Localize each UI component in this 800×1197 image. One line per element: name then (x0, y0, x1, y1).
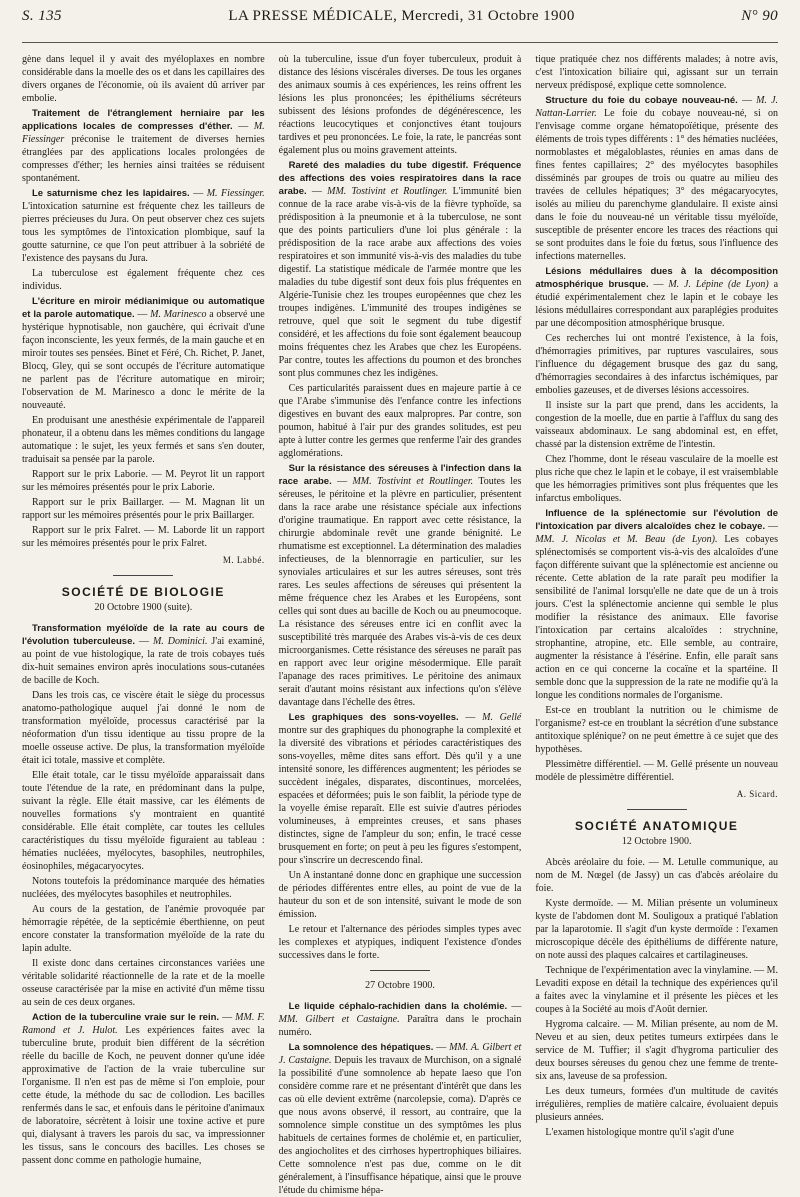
article-title: Le liquide céphalo-rachidien dans la cholémie. (288, 1001, 508, 1012)
article-body: Paraîtra dans le prochain numéro. (278, 1014, 522, 1038)
article-author: MM. J. Nicolas et M. Beau (de Lyon). (535, 534, 718, 545)
page-header (22, 0, 778, 43)
article-body: Les cobayes splénectomisés se comportent vis-à-vis des alcaloïdes d'une façon différente suivant que la splénectomie est ancienne ou récente. Cette ablation de la rate paraît peu modifier la sensibilité de l'animal lorsqu'elle ne date que de un à trois jours. C'est la splénectomie ancienne qui semble le plus modifier la résistance des animaux. Elle favorise l'intoxication par certains alcaloïdes : strychnine, strophantine, atropine, etc. Elle semble, au contraire, augmenter la résistance à l'ésérine. Enfin, elle paraît sans action en ce qui concerne la cocaïne et la spartéine. Il semble donc que la suppression de la rate ne modifie qu'à la longue les conditions normales de l'organisme. (535, 534, 779, 701)
article-author: MM. Gilbert et Castaigne. (278, 1014, 400, 1025)
paragraph: Dans les trois cas, ce viscère était le siège du processus anatomo-pathologique auquel j'ai donné le nom de transformation myéloïde, processus caractérisé par la néoformation d'un tissu identique au tissu propre de la moelle osseuse active. De plus, la transformation myéloïde était ici totale, massive et complète. (22, 690, 265, 766)
article-author: M. Fiessinger (22, 121, 265, 145)
article-author: M. Marinesco (150, 309, 207, 320)
report: Rapport sur le prix Laborie. — M. Peyrot lit un rapport sur les mémoires présentés pour le prix Laborie. (22, 469, 265, 493)
paragraph: Il existe donc dans certaines circonstances variées une véritable solidarité réactionnelle de la rate et de la moelle osseuse caractérisée par la mise en activité d'un même tissu au sein de ces deux organes. (22, 958, 265, 1008)
paragraph: Est-ce en troublant la nutrition ou le chimisme de l'organisme? est-ce en troublant la sécrétion d'une substance antitoxique splénique? on ne peut émettre à ce sujet que des hypothèses. (535, 705, 779, 755)
article-author: M. J. Lépine (de Lyon) (668, 279, 769, 290)
article: Les graphiques des sons-voyelles. — M. Gellé montre sur des graphiques du phonographe la complexité et la diversité des vibrations et périodes caractéristiques des sons-voyelles, même dites sans effort. Dès qu'il y a une intensité sonore, les différences augmentent; les périodes se succèdent inégales, disparates, discontinues, morcelées, espacées et déformées; puis le son faiblit, la période type de la voyelle émise reparaît. Elle est suivie d'autres périodes volumineuses, à empreintes creuses, et sans phases distinctes, signe de l'ampleur du son; enfin, le tracé cesse brusquement en forte; on peut à peu les figures s'estompent, pour s'inscrire un decrescendo final. (278, 712, 522, 866)
report: Technique de l'expérimentation avec la vinylamine. — M. Levaditi expose en détail la technique des expériences qu'il a faites avec la vinylamine et il présente les pièces et les coupes à la Société au mois d'Août dernier. (535, 965, 779, 1015)
paragraph: Au cours de la gestation, de l'anémie provoquée par hémorragie répétée, de la septicémie éberthienne, on peut encore constater la transformation myéloïde de la rate du lapin adulte. (22, 904, 265, 954)
article-author: M. Gellé (482, 712, 522, 723)
column-1 (22, 53, 265, 1166)
article-title: Action de la tuberculine vraie sur le rein. (32, 1012, 220, 1023)
article-author: MM. Tostivint et Routlinger. (352, 476, 474, 487)
article: Lésions médullaires dues à la décomposition atmosphérique brusque. — M. J. Lépine (de Lyon) a étudié expérimentalement chez le lapin et le cobaye les lésions médullaires correspondant aux paraplégies produites par une décomposition atmosphérique brusque. (535, 266, 779, 329)
section-date: 27 Octobre 1900. (365, 980, 435, 991)
divider (370, 970, 430, 971)
article-body: L'immunité bien connue de la race arabe vis-à-vis de la fièvre typhoïde, sa prédisposition à la pneumonie et à la tuberculose, ne sont que des points particuliers d'une loi plus générale : la prédisposition de la race arabe aux affections des voies respiratoires et son immunité vis-à-vis des maladies du tube digestif. La statistique médicale de l'armée montre que les maladies du tube digestif sont deux fois plus fréquentes en Algérie-Tunisie chez les troupes européennes que chez les troupes indigènes. L'immunité des troupes indigènes se retrouve, quel que soit le segment du tube digestif considéré, et les affections du foie sont également beaucoup moins fréquentes chez les Arabes que chez les Européens. Par contre, toutes les affections du poumon et des bronches sont plus communes chez les indigènes. (278, 186, 522, 379)
article-body: J'ai examiné, au point de vue histologique, la rate de trois cobayes tués dix-huit semaines environ après inoculations sous-cutanées de bacille de Koch. (22, 636, 265, 686)
paragraph: Ces particularités paraissent dues en majeure partie à ce que l'Arabe s'immunise dès l'enfance contre les infections digestives en buvant des eaux malpropres. Par contre, son poumon, habitué à l'air pur des grandes solitudes, est peu apte à lutter contre les germes que renferme l'air des grandes agglomérations. (278, 383, 522, 459)
article-title: Influence de la splénectomie sur l'évolution de l'intoxication par divers alcaloïdes chez le cobaye. (535, 508, 779, 532)
journal-title: LA PRESSE MÉDICALE, Mercredi, 31 Octobre 1900 (228, 8, 575, 24)
article: Le liquide céphalo-rachidien dans la cholémie. — MM. Gilbert et Castaigne. Paraîtra dans le prochain numéro. (278, 1001, 522, 1038)
paragraph: Les deux tumeurs, formées d'un multitude de cavités irrégulières, remplies de matière calcaire, évoluaient depuis plusieurs années. (535, 1086, 779, 1123)
article: Action de la tuberculine vraie sur le rein. — MM. F. Ramond et J. Hulot. Les expériences faites avec la tuberculine brute, produit bien différent de la sécrétion réelle du bacille de Koch, ne peuvent donner qu'une idée approximative de l'action de la vraie tuberculine sur l'organisme. Il n'en est pas de même si l'on emploie, pour cette étude, la méthode du sac de collodion. Les bacilles renfermés dans le sac, et enfouis dans le péritoine d'animaux de laboratoire, sécrètent à loisir une toxine active et pure qui, dialysant à travers les parois du sac, va impressionner les tissus, sans le concours des bacilles. Les choses se passent donc comme en pathologie humaine, (22, 1012, 265, 1166)
paragraph: L'examen histologique montre qu'il s'agit d'une (545, 1127, 734, 1138)
article-title: Le saturnisme chez les lapidaires. (32, 188, 190, 199)
report: Hygroma calcaire. — M. Milian présente, au nom de M. Neveu et au sien, deux petites tumeurs extirpées dans le service de M. Tuffier; il s'agit d'hygroma particulier des deux bourses séreuses du genou chez une femme de trente-six ans, laveuse de sa profession. (535, 1019, 779, 1082)
article: Le saturnisme chez les lapidaires. — M. Fiessinger. L'intoxication saturnine est fréquente chez les tailleurs de pierres précieuses du Jura. On peut observer chez ces sujets tous les symptômes de l'intoxication plombique, sauf la goutte saturnine, ce que l'on peut attribuer à la sobriété de l'existence des paysans du Jura. (22, 188, 265, 264)
article-body: préconise le traitement de diverses hernies étranglées par des applications locales prolongées de compresses d'éther; les hernies ainsi traitées se réduisent spontanément. (22, 134, 265, 184)
article-body: a étudié expérimentalement chez le lapin et le cobaye les lésions médullaires correspondant aux paraplégies produites par une décomposition atmosphérique brusque. (535, 279, 779, 329)
column-3 (535, 53, 778, 1141)
article-title: Les graphiques des sons-voyelles. (288, 712, 459, 723)
report: Rapport sur le prix Baillarger. — M. Magnan lit un rapport sur les mémoires présentés pour le prix Baillarger. (22, 497, 265, 521)
article-author: MM. Tostivint et Routlinger. (327, 186, 448, 197)
article-title: Transformation myéloïde de la rate au cours de l'évolution tuberculeuse. (22, 623, 265, 647)
report: Rapport sur le prix Falret. — M. Laborde lit un rapport sur les mémoires présentés pour le prix Falret. (22, 525, 265, 549)
signature: M. Labbé. (222, 555, 265, 565)
article-title: Sur la résistance des séreuses à l'infection dans la race arabe. (278, 463, 522, 487)
article-title: Structure du foie du cobaye nouveau-né. (545, 95, 738, 106)
column-2 (278, 53, 522, 1196)
divider (627, 809, 687, 810)
article-title: Traitement de l'étranglement herniaire par les applications locales de compresses d'éther. (22, 108, 265, 132)
section-title: SOCIÉTÉ DE BIOLOGIE (61, 585, 225, 599)
paragraph: tique pratiquée chez nos différents malades; à notre avis, c'est l'intoxication biliaire qui, agissant sur un terrain nerveux prédisposé, explique cette somnolence. (535, 54, 779, 91)
paragraph: Un A instantané donne donc en graphique une succession de périodes différentes entre elles, au point de vue de la hauteur du son et de son intensité, suivant le mode de son émission. (278, 870, 522, 920)
article: Structure du foie du cobaye nouveau-né. — M. J. Nattan-Larrier. Le foie du cobaye nouveau-né, si on l'envisage comme organe hématopoïétique, présente des éléments de trois types différents : 1° des hématies nucléées, normoblastes et mégaloblastes, réunies en amas dans de fines fentes capillaires; 2° des myélocytes basophiles disséminés par groupes de trois ou quatre au milieu des travées de cellules hépatiques; 3° des mégacaryocytes, isolés au milieu du parenchyme glandulaire. Il existe ainsi dans le foie du nouveau-né un véritable tissu myéloïde, susceptible de présenter encore les traces des réactions qui se sont produites dans le foie du fœtus, sous l'influence des infections maternelles. (535, 95, 779, 262)
article-author: M. Dominici. (152, 636, 208, 647)
paragraph: En produisant une anesthésie expérimentale de l'appareil phonateur, il a obtenu dans les mêmes conditions du langage automatique : le sujet, les yeux fermés et sans s'en douter, traduisait sa pensée par la parole. (22, 415, 265, 465)
article-title: L'écriture en miroir médianimique ou automatique et la parole automatique. (22, 296, 265, 320)
issue-number: N° 90 (741, 8, 778, 24)
article-author: MM. A. Gilbert et J. Castaigne. (278, 1042, 522, 1066)
paragraph: Notons toutefois la prédominance marquée des hématies nucléées, des myélocytes basophiles et neutrophiles. (22, 876, 265, 900)
article-body: Le foie du cobaye nouveau-né, si on l'envisage comme organe hématopoïétique, présente des éléments de trois types différents : 1° des hématies nucléées, normoblastes et mégaloblastes, réunies en amas dans de fines fentes capillaires; 2° des myélocytes basophiles disséminés par groupes de trois ou quatre au milieu des travées de cellules hépatiques; 3° des mégacaryocytes, isolés au milieu du parenchyme glandulaire. Il existe ainsi dans le foie du nouveau-né un véritable tissu myéloïde, susceptible de présenter encore les traces des réactions qui se sont produites dans le foie du fœtus, sous l'influence des infections maternelles. (535, 108, 779, 262)
page-number: S. 135 (22, 8, 62, 24)
article: Traitement de l'étranglement herniaire par les applications locales de compresses d'éther. — M. Fiessinger préconise le traitement de diverses hernies étranglées par des applications locales prolongées de compresses d'éther; les hernies ainsi traitées se réduisent spontanément. (22, 108, 265, 184)
article-author: M. J. Nattan-Larrier. (535, 95, 779, 119)
paragraph: gène dans lequel il y avait des myéloplaxes en nombre considérable dans la moelle des os et dans les capillaires des divers organes de l'économie, où ils avaient dû arriver par embolie. (22, 54, 265, 104)
paragraph: Le retour et l'alternance des périodes simples types avec les complexes et atypiques, indiquent l'existence d'ondes successives dans le forte. (278, 924, 522, 961)
article-body: Les expériences faites avec la tuberculine brute, produit bien différent de la sécrétion réelle du bacille de Koch, ne peuvent donner qu'une idée approximative de l'action de la vraie tuberculine sur l'organisme. Il n'en est pas de même si l'on emploie, pour cette étude, la méthode du sac de collodion. Les bacilles renfermés dans le sac, et enfouis dans le péritoine d'animaux de laboratoire, sécrètent à loisir une toxine active et pure qui, dialysant à travers les parois du sac, va impressionner les tissus, sans le concours des bacilles. Les choses se passent donc comme en pathologie humaine, (22, 1025, 265, 1166)
columns (22, 53, 779, 1196)
section-date: 20 Octobre 1900 (suite). (94, 602, 193, 613)
paragraph: Elle était totale, car le tissu myéloïde apparaissait dans toute l'étendue de la rate, en prédominant dans la pulpe, suivant la règle. Elle était massive, car les éléments de nouvelles formations s'y montraient en quantité considérable. Elle était complète, car toutes les cellules caractéristiques du tissu myéloïde figuraient au tableau : hématies nucléées, myélocytes, basophiles, neutrophiles, éosinophiles, mégacaryocytes. (22, 770, 265, 872)
article: Transformation myéloïde de la rate au cours de l'évolution tuberculeuse. — M. Dominici. J'ai examiné, au point de vue histologique, la rate de trois cobayes tués dix-huit semaines environ après inoculations sous-cutanées de bacille de Koch. (22, 623, 265, 686)
paragraph: où la tuberculine, issue d'un foyer tuberculeux, produit à distance des lésions viscérales diverses. De tous les organes des animaux soumis à ces expériences, les reins offrent les lésions les plus prononcées; les épithéliums sécréteurs subissent des lésions profondes de dégénérescence, les réactions leucocytiques et conjonctives étant toujours tardives et peu prononcées. Le foie, la rate, le pancréas sont également plus ou moins gravement atteints. (278, 54, 522, 156)
divider (113, 575, 173, 576)
report: Abcès aréolaire du foie. — M. Letulle communique, au nom de M. Nœgel (de Jassy) un cas d'abcès aréolaire du foie. (535, 857, 779, 894)
report: Plessimètre différentiel. — M. Gellé présente un nouveau modèle de plessimètre différentiel. (535, 759, 779, 783)
article-title: La somnolence des hépatiques. (288, 1042, 434, 1053)
paragraph: Chez l'homme, dont le réseau vasculaire de la moelle est plus riche que chez le lapin et le cobaye, il est vraisemblable que les hémorragies primitives sont plus fréquentes que les infarctus emboliques. (535, 454, 779, 504)
article-body: Depuis les travaux de Murchison, on a signalé la possibilité d'une somnolence ab hepate laeso que l'on considère comme rare et ne présentant d'intérêt que dans les cas où elle devient extrême (narcolepsie, coma). D'après ce que nous avons observé, il ressort, au contraire, que la somnolence simple constitue un des symptômes les plus habituels de certaines formes de cholémie et, en particulier, des angiocholites et des cirrhoses hypertrophiques biliaires. Cette somnolence n'est pas due, comme on le dit généralement, à l'insuffisance hépatique, ainsi que le prouve l'étude du chimisme hépa- (278, 1055, 522, 1196)
section-date: 12 Octobre 1900. (621, 836, 692, 847)
signature: A. Sicard. (736, 789, 779, 799)
paragraph: Ces recherches lui ont montré l'existence, à la fois, d'hémorragies primitives, par ruptures vasculaires, sous l'influence du dégagement brusque des gaz du sang, d'hémorragies secondaires à des infarctus ischémiques, par embolies gazeuses, et de diverses lésions accessoires. (535, 333, 779, 396)
article-body: L'intoxication saturnine est fréquente chez les tailleurs de pierres précieuses du Jura. On peut observer chez ces sujets tous les symptômes de l'intoxication plombique, sauf la goutte saturnine, ce que l'on peut attribuer à la sobriété de l'existence des paysans du Jura. (22, 201, 265, 264)
article-body: montre sur des graphiques du phonographe la complexité et la diversité des vibrations et périodes caractéristiques des sons-voyelles, même dites sans effort. Dès qu'il y a une intensité sonore, les différences augmentent; les périodes se succèdent inégales, disparates, discontinues, morcelées, espacées et déformées; puis le son faiblit, la période type de la voyelle émise reparaît. Elle est suivie d'autres périodes volumineuses, à empreintes creuses, et sans phases distinctes, signe de l'ampleur du son; enfin, le tracé cesse brusquement en forte; on peut à peu les figures s'estompent, pour s'inscrire un decrescendo final. (278, 725, 522, 866)
article: Influence de la splénectomie sur l'évolution de l'intoxication par divers alcaloïdes chez le cobaye. — MM. J. Nicolas et M. Beau (de Lyon). Les cobayes splénectomisés se comportent vis-à-vis des alcaloïdes d'une façon différente suivant que la splénectomie est ancienne ou récente. Cette ablation de la rate paraît peu modifier la sensibilité de l'animal lorsqu'elle ne date que de un à trois jours. C'est la splénectomie ancienne qui semble le plus modifier la résistance des animaux. Elle favorise l'intoxication par certains alcaloïdes : strychnine, strophantine, atropine, etc. Elle semble, au contraire, augmenter la résistance à l'ésérine. Enfin, elle paraît sans action en ce qui concerne la cocaïne et la spartéine. Il semble donc que la suppression de la rate ne modifie qu'à la longue les conditions normales de l'organisme. (535, 508, 779, 701)
article: L'écriture en miroir médianimique ou automatique et la parole automatique. — M. Marinesco a observé une hystérique hypnotisable, non gauchère, qui écrivait d'une façon inconsciente, les yeux fermés, de la main gauche et en miroir toutes ses pensées. Binet et Féré, Ch. Richet, P. Janet, Blocq, Gley, qui se sont occupés de l'écriture automatique ne parlent pas de l'écriture automatique en miroir; l'observation de M. Marinesco a donc le mérite de la nouveauté. (22, 296, 265, 411)
section-title: SOCIÉTÉ ANATOMIQUE (574, 819, 739, 833)
article-body: a observé une hystérique hypnotisable, non gauchère, qui écrivait d'une façon inconsciente, les yeux fermés, de la main gauche et en miroir toutes ses pensées. Binet et Féré, Ch. Richet, P. Janet, Blocq, Gley, qui se sont occupés de l'écriture automatique ne parlent pas de l'écriture automatique en miroir; l'observation de M. Marinesco a donc le mérite de la nouveauté. (22, 309, 265, 411)
article-author: MM. F. Ramond et J. Hulot. (22, 1012, 265, 1036)
article: Sur la résistance des séreuses à l'infection dans la race arabe. — MM. Tostivint et Routlinger. Toutes les séreuses, le péritoine et la plèvre en particulier, présentent dans la race arabe une résistance spéciale aux infections d'origine traumatique. En rapport avec cette résistance, la chirurgie abdominale revêt une grande bénignité. Le rhumatisme est exceptionnel. La détermination des maladies infectieuses, de la blennorragie en particulier, sur les synoviales articulaires et sur les autres séreuses, sont très rares. Les seules affections de séreuses qui présentent la même fréquence chez les Arabes et les Européens, sont celles qui sont dues au bacille de Koch ou au pneumocoque. La résistance des séreuses entre ici en conflit avec la susceptibilité très marquée des Arabes vis-à-vis de ces deux microorganismes. Cette résistance des séreuses ne paraît pas en rapport avec leur origine mésodermique. Elle paraît l'apanage des races primitives. Le péritoine des animaux serait d'autant moins résistant aux infections qu'on s'élève davantage dans l'échelle des êtres. (278, 463, 522, 708)
paragraph: La tuberculose est également fréquente chez ces individus. (22, 268, 265, 292)
article-body: Toutes les séreuses, le péritoine et la plèvre en particulier, présentent dans la race arabe une résistance spéciale aux infections d'origine traumatique. En rapport avec cette résistance, la chirurgie abdominale revêt une grande bénignité. Le rhumatisme est exceptionnel. La détermination des maladies infectieuses, de la blennorragie en particulier, sur les synoviales articulaires et sur les autres séreuses, sont très rares. Les seules affections de séreuses qui présentent la même fréquence chez les Arabes et les Européens, sont celles qui sont dues au bacille de Koch ou au pneumocoque. La résistance des séreuses entre ici en conflit avec la susceptibilité très marquée des Arabes vis-à-vis de ces deux microorganismes. Cette résistance des séreuses ne paraît pas en rapport avec leur origine mésodermique. Elle paraît l'apanage des races primitives. Le péritoine des animaux serait d'autant moins résistant aux infections qu'on s'élève davantage dans l'échelle des êtres. (278, 476, 522, 708)
report: Kyste dermoïde. — M. Milian présente un volumineux kyste de l'abdomen dont M. Souligoux a pratiqué l'ablation par la laparotomie. Il s'agit d'un kyste dermoïde : l'examen microscopique décèle des épithéliums de différente nature, on note aussi des plaques calcaires et cartilagineuses. (535, 898, 779, 961)
article: Rareté des maladies du tube digestif. Fréquence des affections des voies respiratoires dans la race arabe. — MM. Tostivint et Routlinger. L'immunité bien connue de la race arabe vis-à-vis de la fièvre typhoïde, sa prédisposition à la pneumonie et à la tuberculose, ne sont que des points particuliers d'une loi plus générale : la prédisposition de la race arabe aux affections des voies respiratoires et son immunité vis-à-vis des maladies du tube digestif. La statistique médicale de l'armée montre que les maladies du tube digestif sont deux fois plus fréquentes en Algérie-Tunisie chez les troupes européennes que chez les troupes indigènes. L'immunité des troupes indigènes se retrouve, quel que soit le segment du tube digestif considéré, et les affections du foie sont également beaucoup moins fréquentes chez les Arabes que chez les Européens. Par contre, toutes les affections du poumon et des bronches sont plus communes chez les indigènes. (278, 160, 522, 379)
article-title: Rareté des maladies du tube digestif. Fréquence des affections des voies respiratoires dans la race arabe. (278, 160, 522, 197)
article-title: Lésions médullaires dues à la décomposition atmosphérique brusque. (535, 266, 779, 290)
paragraph: Il insiste sur la part que prend, dans les accidents, la congestion de la moelle, due en partie à l'afflux du sang des vaisseaux abdominaux. Le sang abdominal est, en effet, chassé par la distension extrême de l'intestin. (535, 400, 779, 450)
article-author: M. Fiessinger. (206, 188, 265, 199)
article: La somnolence des hépatiques. — MM. A. Gilbert et J. Castaigne. Depuis les travaux de Murchison, on a signalé la possibilité d'une somnolence ab hepate laeso que l'on considère comme rare et ne présentant d'intérêt que dans les cas où elle devient extrême (narcolepsie, coma). D'après ce que nous avons observé, il ressort, au contraire, que la somnolence simple constitue un des symptômes les plus habituels de certaines formes de cholémie et, en particulier, des angiocholites et des cirrhoses hypertrophiques biliaires. Cette somnolence n'est pas due, comme on le dit généralement, à l'insuffisance hépatique, ainsi que le prouve l'étude du chimisme hépa- (278, 1042, 522, 1196)
